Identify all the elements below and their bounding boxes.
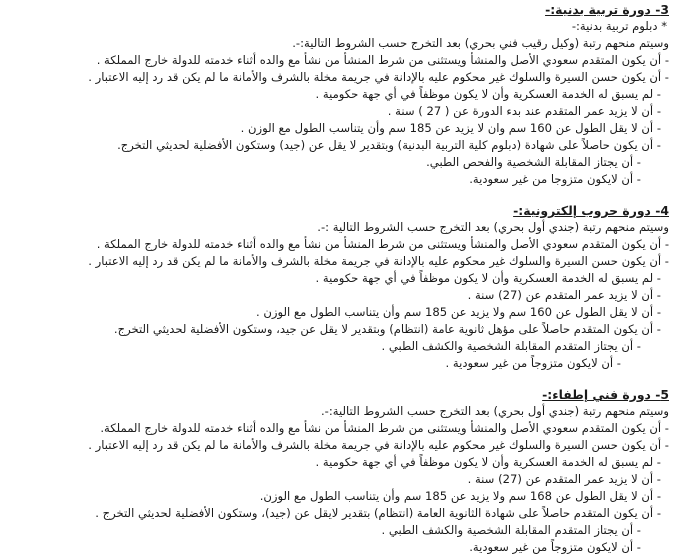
condition-item: - أن لا يقل الطول عن 160 سم وان لا يزيد عن 185 سم وأن يتناسب الطول مع الوزن . (240, 121, 661, 135)
section-heading: 3- دورة تربية بدنية:- (545, 2, 669, 17)
condition-item: - أن يكون حسن السيرة والسلوك غير محكوم عليه بالإدانة في جريمة مخلة بالشرف والأمانة ما لم يكن قد رد إليه الاعتبار . (88, 70, 669, 84)
rank-statement: وسيتم منحهم رتبة (جندي أول بحري) بعد التخرج حسب الشروط التالية:-. (320, 404, 669, 418)
condition-item: - أن لا يزيد عمر المتقدم عن (27) سنة . (467, 288, 661, 302)
condition-item: - أن يكون حسن السيرة والسلوك غير محكوم عليه بالإدانة في جريمة مخلة بالشرف والأمانة ما لم يكن قد رد إليه الاعتبار . (88, 438, 669, 452)
condition-item: - أن يكون المتقدم سعودي الأصل والمنشأ ويستثنى من شرط المنشأ من نشأ مع والده أثناء خدمته للدولة خارج المملكة . (96, 53, 669, 67)
condition-item: - أن يجتاز المقابلة الشخصية والفحص الطبي. (426, 155, 641, 169)
condition-item: - أن لا يزيد عمر المتقدم عند بدء الدورة عن ( 27 ) سنة . (387, 104, 661, 118)
condition-item: - أن يكون المتقدم حاصلاً على شهادة الثانوية العامة (انتظام) بتقدير لايقل عن (جيد)، وستكون الأفضلية لحديثي التخرج . (95, 506, 661, 520)
condition-item: - أن يكون حسن السيرة والسلوك غير محكوم عليه بالإدانة في جريمة مخلة بالشرف والأمانة ما لم يكن قد رد إليه الاعتبار . (88, 254, 669, 268)
rank-statement: وسيتم منحهم رتبة (جندي أول بحري) بعد التخرج حسب الشروط التالية :-. (317, 220, 669, 234)
condition-item: - أن لا يقل الطول عن 160 سم ولا يزيد عن 185 سم وأن يتناسب الطول مع الوزن . (256, 305, 661, 319)
condition-item: - لم يسبق له الخدمة العسكرية وأن لا يكون موظفاً في أي جهة حكومية . (315, 87, 661, 101)
condition-item: - أن يكون حاصلاً على شهادة (دبلوم كلية التربية البدنية) وبتقدير لا يقل عن (جيد) وستكون الأفضلية لحديثي التخرج. (117, 138, 661, 152)
condition-item: - أن يكون المتقدم سعودي الأصل والمنشأ ويستثنى من شرط المنشأ من نشأ مع والده أثناء خدمته للدولة خارج المملكة . (96, 237, 669, 251)
section-firefighter-technician-course (6, 386, 669, 556)
condition-item: - أن يجتاز المتقدم المقابلة الشخصية والكشف الطبي . (381, 523, 641, 537)
condition-item: - أن يكون المتقدم سعودي الأصل والمنشأ ويستثنى من شرط المنشأ من نشأ مع والده أثناء خدمته للدولة خارج المملكة. (100, 421, 669, 435)
condition-item: - أن لا يزيد عمر المتقدم عن (27) سنة . (467, 472, 661, 486)
condition-item: - لم يسبق له الخدمة العسكرية وأن لا يكون موظفاً في أي جهة حكومية . (315, 455, 661, 469)
section-electronic-warfare-course (6, 202, 669, 372)
condition-item: - أن يكون المتقدم حاصلاً على مؤهل ثانوية عامة (انتظام) وبتقدير لا يقل عن جيد، وستكون الأفضلية لحديثي التخرج. (113, 322, 661, 336)
condition-item: - أن لا يقل الطول عن 168 سم ولا يزيد عن 185 سم وأن يتناسب الطول مع الوزن. (259, 489, 661, 503)
condition-item: - لم يسبق له الخدمة العسكرية وأن لا يكون موظفاً في أي جهة حكومية . (315, 271, 661, 285)
section-heading: 4- دورة حروب إلكترونية:- (513, 203, 669, 218)
condition-item: - أن لايكون متزوجاً من غير سعودية. (469, 540, 641, 554)
condition-item: - أن لايكون متزوجاً من غير سعودية . (445, 356, 621, 370)
section-physical-education-course (6, 1, 669, 188)
section-subheading: * دبلوم تربية بدنية:- (571, 19, 667, 33)
section-heading: 5- دورة فني إطفاء:- (542, 387, 669, 402)
condition-item: - أن لايكون متزوجا من غير سعودية. (469, 172, 641, 186)
condition-item: - أن يجتاز المتقدم المقابلة الشخصية والكشف الطبي . (381, 339, 641, 353)
rank-statement: وسيتم منحهم رتبة (وكيل رقيب فني بحري) بعد التخرج حسب الشروط التالية:-. (292, 36, 669, 50)
